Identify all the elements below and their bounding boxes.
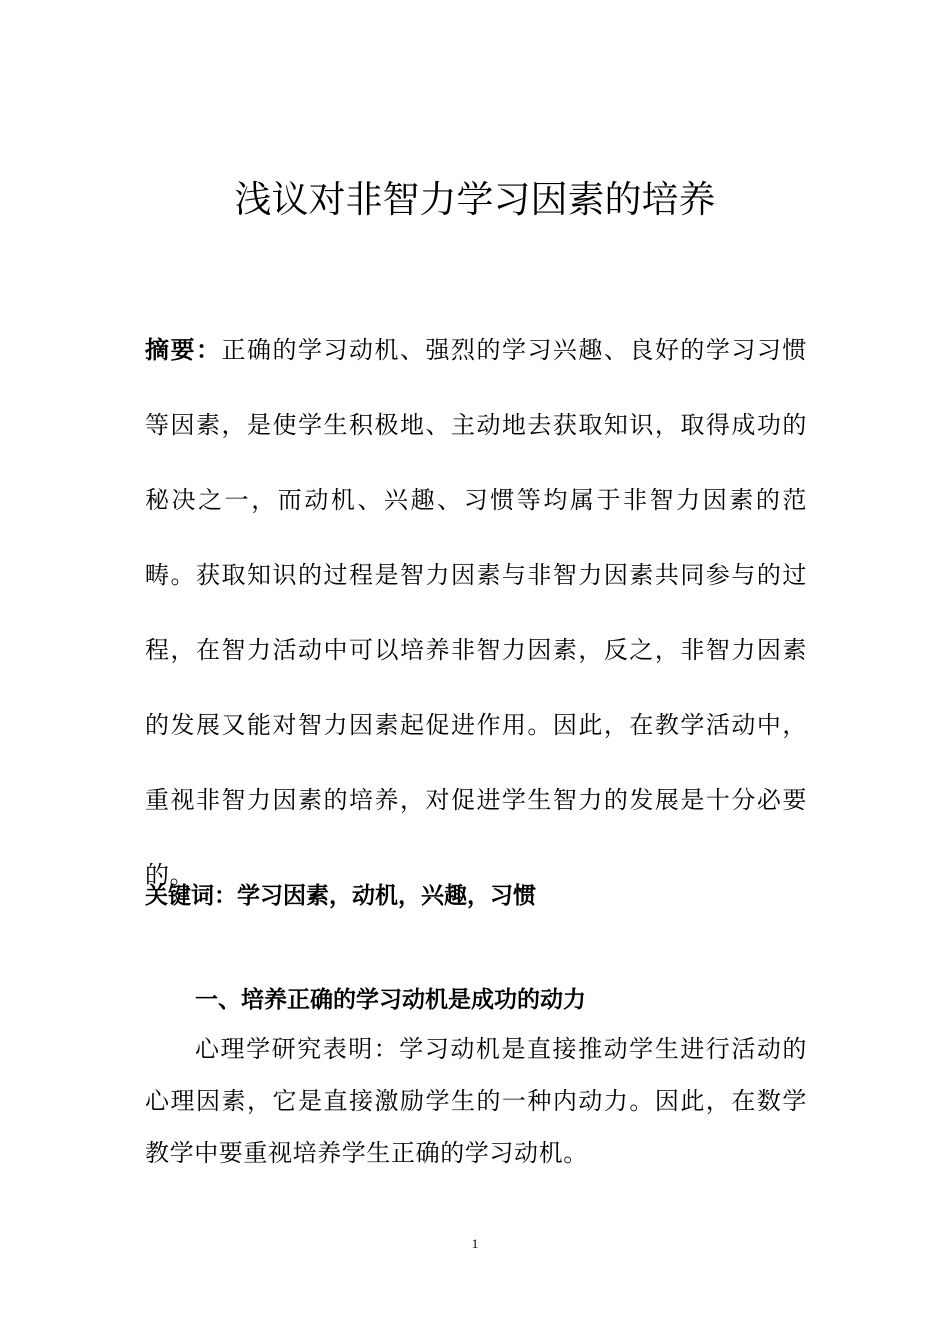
keywords-line: 关键词：学习因素，动机，兴趣，习惯 — [145, 883, 536, 909]
page-number: 1 — [471, 1236, 479, 1251]
abstract-text: 正确的学习动机、强烈的学习兴趣、良好的学习习惯等因素，是使学生积极地、主动地去获取知识，取得成功的秘决之一，而动机、兴趣、习惯等均属于非智力因素的范畴。获取知识的过程是智力因素与非智力因素共同参与的过程，在智力活动中可以培养非智力因素，反之，非智力因素的发展又能对智力因素起促进作用。因此，在教学活动中，重视非智力因素的培养，对促进学生智力的发展是十分必要的。 — [145, 336, 807, 889]
section-heading: 一、培养正确的学习动机是成功的动力 — [195, 987, 586, 1013]
abstract-label: 摘要： — [145, 336, 222, 364]
body-paragraph: 心理学研究表明：学习动机是直接推动学生进行活动的心理因素，它是直接激励学生的一种内动力。因此，在数学教学中要重视培养学生正确的学习动机。 — [145, 1035, 807, 1167]
document-title: 浅议对非智力学习因素的培养 — [234, 178, 716, 221]
abstract-paragraph — [145, 313, 807, 913]
